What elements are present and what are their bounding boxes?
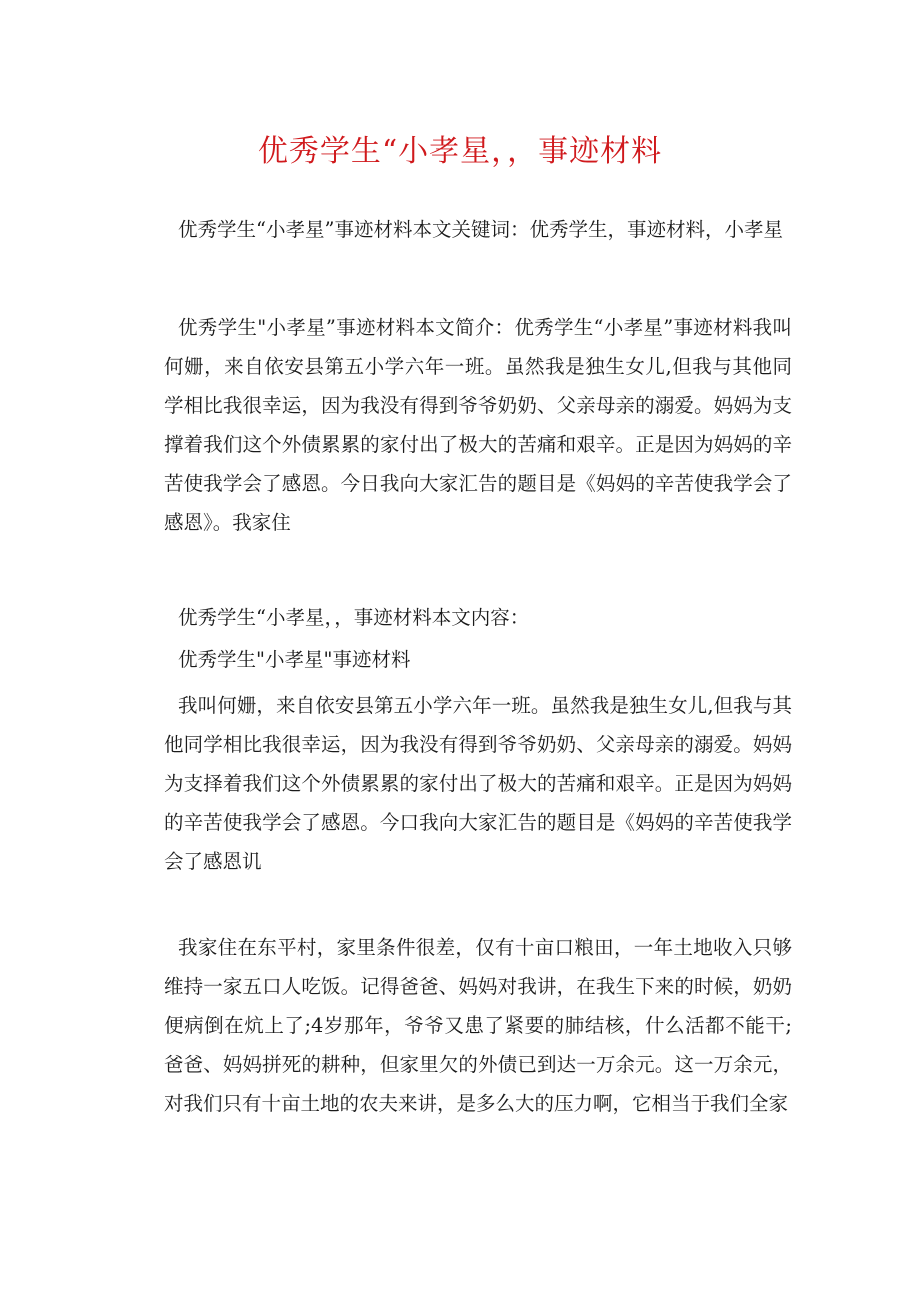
summary-paragraph: 优秀学生"小孝星”事迹材料本文简介：优秀学生“小孝星”事迹材料我叫何姗，来自依安县第五小学六年一班。虽然我是独生女儿,但我与其他同学相比我很幸运，因为我没有得到爷爷奶奶、父亲母亲的溺爱。妈妈为支撑着我们这个外债累累的家付出了极大的苦痛和艰辛。正是因为妈妈的辛苦使我学会了感恩。今日我向大家汇告的题目是《妈妈的辛苦使我学会了感恩》。我家住 bbox=[164, 316, 792, 534]
family-paragraph: 我家住在东平村，家里条件很差，仅有十亩口粮田，一年土地收入只够维持一家五口人吃饭。记得爸爸、妈妈对我讲，在我生下来的时候，奶奶便病倒在炕上了;4岁那年，爷爷又患了紧要的肺结核，什么活都不能干;爸爸、妈妈拼死的耕种，但家里欠的外债已到达一万余元。这一万余元，对我们只有十亩土地的农夫来讲，是多么大的压力啊，它相当于我们全家 bbox=[164, 936, 792, 1115]
section-heading-paragraph: 优秀学生"小孝星"事迹材料 bbox=[178, 648, 411, 671]
document-title: 优秀学生“小孝星，，事迹材料 bbox=[257, 134, 663, 169]
keywords-paragraph: 优秀学生“小孝星”事迹材料本文关键词：优秀学生，事迹材料，小孝星 bbox=[178, 218, 783, 241]
content-label-paragraph: 优秀学生“小孝星，，事迹材料本文内容： bbox=[178, 606, 530, 629]
intro-paragraph: 我叫何姗，来自依安县第五小学六年一班。虽然我是独生女儿,但我与其他同学相比我很幸运，因为我没有得到爷爷奶奶、父亲母亲的溺爱。妈妈为支择着我们这个外债累累的家付出了极大的苦痛和艰辛。正是因为妈妈的辛苦使我学会了感恩。今口我向大家汇告的题目是《妈妈的辛苦使我学会了感恩讥 bbox=[164, 694, 792, 873]
